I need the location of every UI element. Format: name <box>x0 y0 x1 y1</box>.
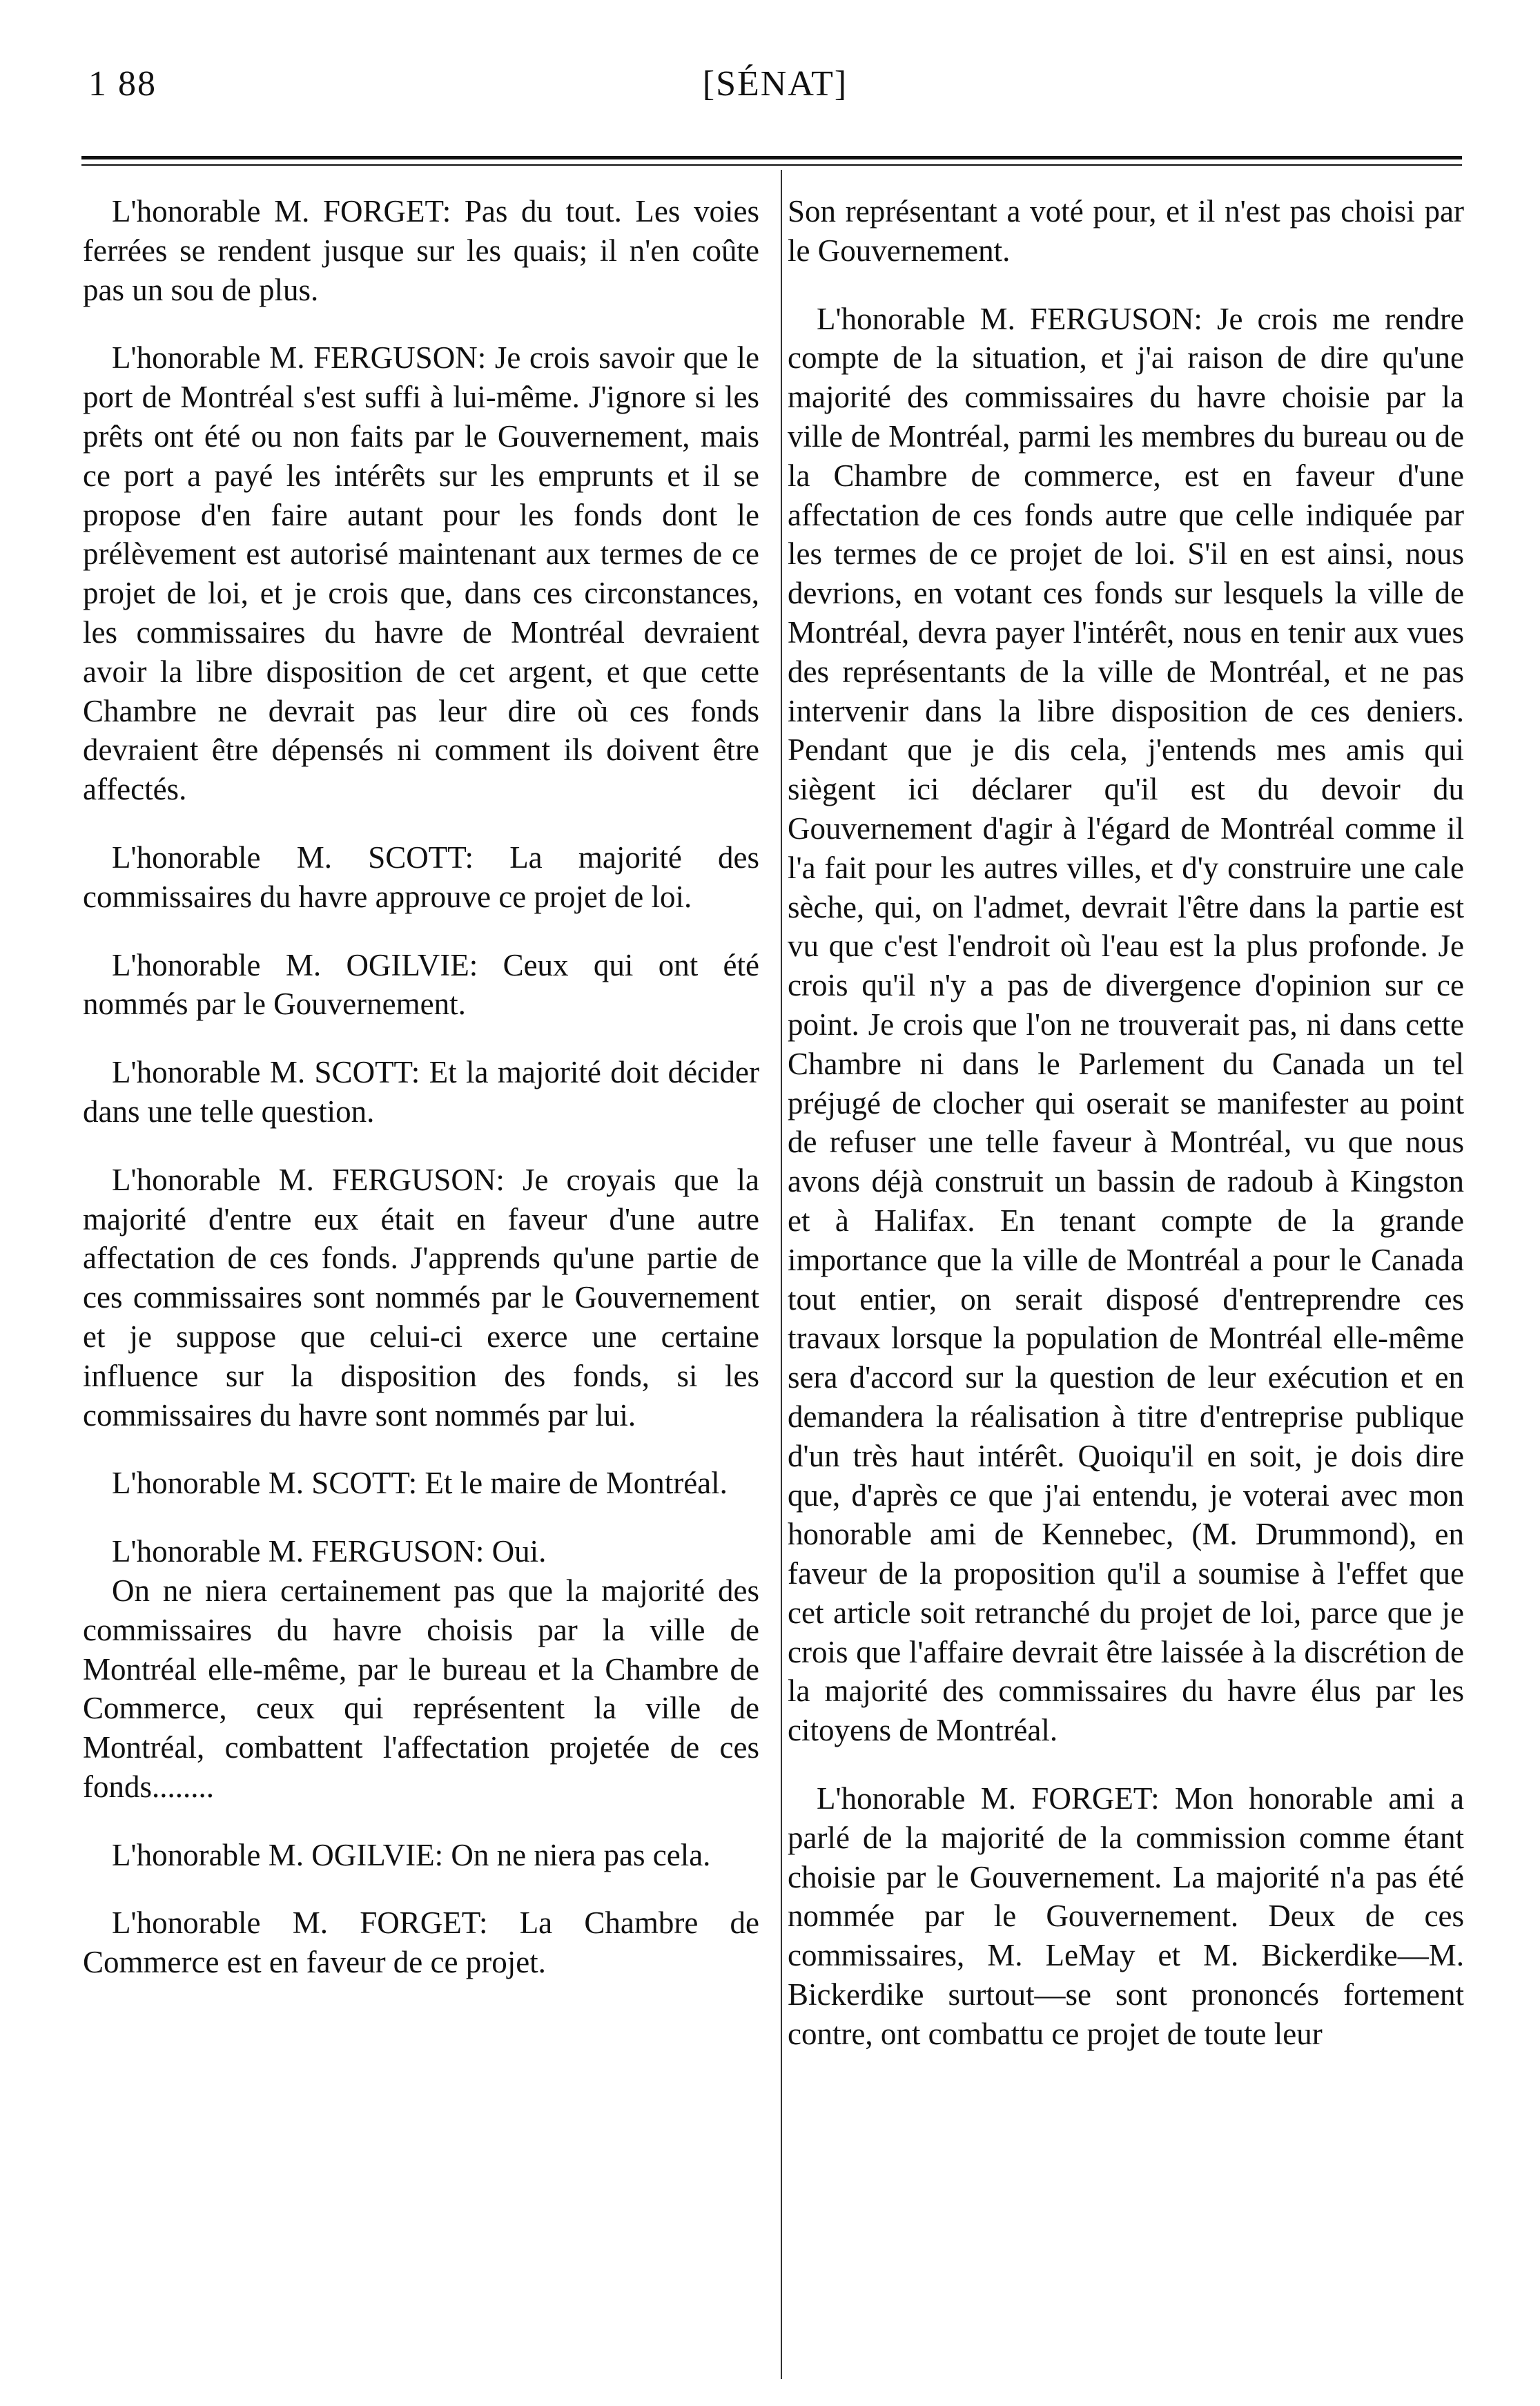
speaker-name: L'honorable M. FERGUSON: <box>112 1162 505 1197</box>
speaker-name: L'honorable M. OGILVIE: <box>112 947 478 982</box>
speaker-name: L'honorable M. SCOTT: <box>112 1055 420 1090</box>
left-column <box>83 192 759 1982</box>
speaker-name: L'honorable M. FORGET: <box>817 1781 1160 1816</box>
paragraph <box>83 946 759 1025</box>
speaker-name: L'honorable M. FERGUSON: <box>112 340 487 376</box>
paragraph-text: Oui. <box>484 1534 547 1569</box>
paragraph-text: Je croyais que la majorité d'entre eux était en faveur d'une autre affectation de ces fonds. J'apprends qu'une partie de ces commissaires sont nommés par le Gouvernement et je suppose que celui-ci exerce une certaine influence sur la disposition des fonds, si les commissaires du havre sont nommés par lui. <box>83 1162 759 1433</box>
paragraph-text: Mon honorable ami a parlé de la majorité de la commission comme étant choisie par le Gouvernement. La majorité n'a pas été nommée par le Gouvernement. Deux de ces commissaires, M. LeMay et M. Bickerdike—M. Bickerdike surtout—se sont prononcés fortement contre, ont combattu ce projet de toute leur <box>788 1781 1464 2051</box>
speaker-name: L'honorable M. FORGET: <box>112 194 451 229</box>
column-divider <box>781 170 782 2379</box>
speaker-name: L'honorable M. SCOTT: <box>112 840 474 875</box>
page-header <box>88 64 1462 119</box>
paragraph-text: Pas du tout. Les voies ferrées se rendent jusque sur les quais; il n'en coûte pas un sou de plus. <box>83 194 759 307</box>
paragraph <box>788 1779 1464 2054</box>
paragraph <box>83 1903 759 1982</box>
paragraph-text: La Chambre de Commerce est en faveur de ce projet. <box>83 1905 759 1980</box>
paragraph <box>83 1464 759 1503</box>
paragraph-text: Et le maire de Montréal. <box>417 1466 728 1501</box>
paragraph <box>83 338 759 809</box>
paragraph <box>83 192 759 309</box>
speaker-name: L'honorable M. SCOTT: <box>112 1466 418 1501</box>
paragraph-text: Son représentant a voté pour, et il n'est pas choisi par le Gouvernement. <box>788 194 1464 268</box>
speaker-name: L'honorable M. FERGUSON: <box>817 301 1202 336</box>
speaker-name: L'honorable M. OGILVIE: <box>112 1837 444 1872</box>
paragraph-text: Ceux qui ont été nommés par le Gouvernement. <box>83 947 759 1022</box>
paragraph <box>788 300 1464 1750</box>
paragraph <box>83 1571 759 1807</box>
page-number: 1 88 <box>88 64 157 104</box>
paragraph <box>83 1532 759 1571</box>
speaker-name: L'honorable M. FORGET: <box>112 1905 488 1941</box>
right-column <box>788 192 1464 2054</box>
header-rule-thin <box>81 164 1462 166</box>
paragraph <box>83 1053 759 1132</box>
paragraph <box>83 838 759 917</box>
speaker-name: L'honorable M. FERGUSON: <box>112 1534 485 1569</box>
header-rule-thick <box>81 156 1462 159</box>
paragraph <box>83 1836 759 1875</box>
paragraph-text: Et la majorité doit décider dans une telle question. <box>83 1055 759 1129</box>
running-head: [SÉNAT] <box>702 64 848 104</box>
paragraph <box>83 1161 759 1435</box>
paragraph-text: On ne niera certainement pas que la majorité des commissaires du havre choisis par la ville de Montréal elle-même, par le bureau et la Chambre de Commerce, ceux qui représentent la ville de Montréal, combattent l'affectation projetée de ces fonds........ <box>83 1573 759 1804</box>
paragraph-text: Je crois me rendre compte de la situation, et j'ai raison de dire qu'une majorité des commissaires du havre choisie par la ville de Montréal, parmi les membres du bureau ou de la Chambre de commerce, est en faveur d'une affectation de ces fonds autre que celle indiquée par les termes de ce projet de loi. S'il en est ainsi, nous devrions, en votant ces fonds sur lesquels la ville de Montréal, devra payer l'intérêt, nous en tenir aux vues des représentants de la ville de Montréal, et ne pas intervenir dans la libre disposition de ces deniers. Pendant que je dis cela, j'entends mes amis qui siègent ici déclarer qu'il est du devoir du Gouvernement d'agir à l'égard de Montréal comme il l'a fait pour les autres villes, et d'y construire une cale sèche, qui, on l'admet, devrait l'être dans la partie est vu que c'est l'endroit où l'eau est la plus profonde. Je crois qu'il n'y a pas de divergence d'opinion sur ce point. Je crois que l'on ne trouverait pas, ni dans cette Chambre ni dans le Parlement du Canada un tel préjugé de clocher qui oserait se manifester au point de refuser une telle faveur à Montréal, vu que nous avons déjà construit un bassin de radoub à Kingston et à Halifax. En tenant compte de la grande importance que la ville de Montréal a pour le Canada tout entier, on serait disposé d'entreprendre ces travaux lorsque la population de Montréal elle-même sera d'accord sur la question de leur exécution et en demandera la réalisation à titre d'entreprise publique d'un très haut intérêt. Quoiqu'il en soit, je dois dire que, d'après ce que j'ai entendu, je voterai avec mon honorable ami de Kennebec, (M. Drummond), en faveur de la proposition qu'il a soumise à l'effet que cet article soit retranché du projet de loi, parce que je crois que l'affaire devrait être laissée à la discrétion de la majorité des commissaires du havre élus par les citoyens de Montréal. <box>788 301 1465 1748</box>
paragraph-text: La majorité des commissaires du havre approuve ce projet de loi. <box>83 840 759 914</box>
paragraph-text: Je crois savoir que le port de Montréal s'est suffi à lui-même. J'ignore si les prêts ont été ou non faits par le Gouvernement, mais ce port a payé les intérêts sur les emprunts et il se propose d'en faire autant pour les fonds dont le prélèvement est autorisé maintenant aux termes de ce projet de loi, et je crois que, dans ces circonstances, les commissaires du havre de Montréal devraient avoir la libre disposition de cet argent, et que cette Chambre ne devrait pas leur dire où ces fonds devraient être dépensés ni comment ils doivent être affectés. <box>83 340 759 807</box>
paragraph <box>788 192 1464 271</box>
paragraph-text: On ne niera pas cela. <box>443 1837 711 1872</box>
